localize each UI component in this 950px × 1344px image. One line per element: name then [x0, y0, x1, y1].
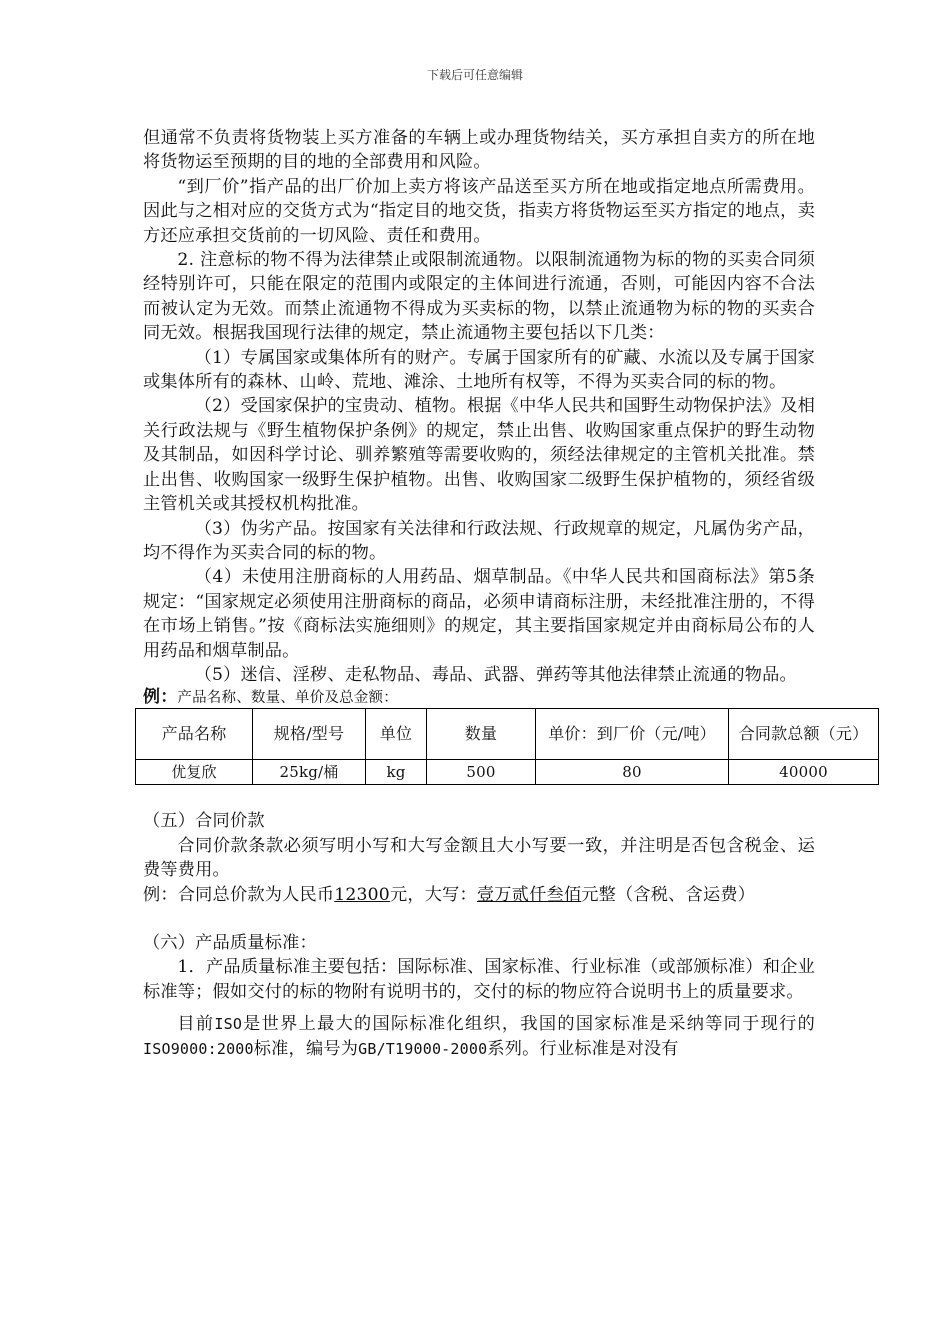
example-caption	[143, 687, 815, 708]
table-header-row	[136, 709, 879, 760]
product-table	[135, 708, 879, 785]
table-cell: 500	[427, 760, 536, 785]
text-run: ISO	[214, 1015, 243, 1034]
table-row	[136, 760, 879, 785]
paragraph: （1）专属国家或集体所有的财产。专属于国家所有的矿藏、水流以及专属于国家或集体所有的森林、山岭、荒地、滩涂、土地所有权等，不得为买卖合同的标的物。	[143, 347, 815, 393]
paragraph	[143, 1012, 815, 1061]
paragraph: （5）迷信、淫秽、走私物品、毒品、武器、弹药等其他法律禁止流通的物品。	[194, 664, 797, 685]
table-cell: 80	[536, 760, 729, 785]
table-cell: 40000	[729, 760, 879, 785]
amount-big: 壹万贰仟叁佰	[476, 884, 582, 905]
price-example-suffix: 元整（含税、含运费）	[581, 884, 756, 905]
paragraph: 1．产品质量标准主要包括：国际标准、国家标准、行业标准（或部颁标准）和企业标准等；假如交付的标的物附有说明书的，交付的标的物应符合说明书上的质量要求。	[143, 957, 815, 1002]
table-cell: 优复欣	[136, 760, 253, 785]
text-run: 是世界上最大的国际标准化组织，我国的国家标准是采纳等同于现行的	[242, 1014, 815, 1035]
text-run: 系列。行业标准是对没有	[487, 1038, 679, 1059]
text-run: 标准，编号为	[253, 1038, 359, 1059]
document-body	[143, 126, 869, 1061]
text-run: ISO9000:2000	[143, 1039, 254, 1058]
section-title: （六）产品质量标准：	[143, 932, 317, 953]
table-header-cell: 合同款总额（元）	[729, 709, 879, 760]
text-run: 目前	[177, 1014, 215, 1035]
price-example-prefix: 例：合同总价款为人民币	[143, 884, 335, 905]
table-header-cell: 单价：到厂价（元/吨）	[536, 709, 729, 760]
paragraph: 合同价款条款必须写明小写和大写金额且大小写要一致，并注明是否包含税金、运费等费用。	[143, 835, 815, 881]
table-header-cell: 数量	[427, 709, 536, 760]
example-caption-text: 产品名称、数量、单价及总金额：	[177, 690, 398, 707]
spacer	[143, 785, 815, 809]
table-header-cell: 单位	[366, 709, 427, 760]
text-run: GB/T19000-2000	[358, 1039, 488, 1058]
paragraph: 但通常不负责将货物装上买方准备的车辆上或办理货物结关，买方承担自卖方的所在地将货物运至预期的目的地的全部费用和风险。	[143, 128, 815, 173]
spacer	[143, 907, 815, 931]
paragraph: （4）未使用注册商标的人用药品、烟草制品。《中华人民共和国商标法》第5条规定：“国家规定必须使用注册商标的商品，必须申请商标注册，未经批准注册的，不得在市场上销售。”按《商标法实施细则》的规定，其主要指国家规定并由商标局公布的人用药品和烟草制品。	[143, 567, 815, 661]
price-example-mid: 元，大写：	[389, 884, 477, 905]
paragraph: “到厂价”指产品的出厂价加上卖方将该产品送至买方所在地或指定地点所需费用。因此与之相对应的交货方式为“指定目的地交货，指卖方将货物运至买方指定的地点，卖方还应承担交货前的一切风险、责任和费用。	[143, 176, 815, 246]
table-cell: 25kg/桶	[253, 760, 366, 785]
price-example	[143, 883, 815, 907]
paragraph: 2. 注意标的物不得为法律禁止或限制流通物。以限制流通物为标的物的买卖合同须经特别许可，只能在限定的范围内或限定的主体间进行流通，否则，可能因内容不合法而被认定为无效。而禁止流通物不得成为买卖标的物，以禁止流通物为标的物的买卖合同无效。根据我国现行法律的规定，禁止流通物主要包括以下几类：	[143, 250, 815, 344]
table-header-cell: 产品名称	[136, 709, 253, 760]
section-title: （五）合同价款	[143, 811, 265, 832]
table-cell: kg	[366, 760, 427, 785]
spacer	[143, 1004, 815, 1012]
page-header: 下载后可任意编辑	[426, 68, 523, 82]
table-header-cell: 规格/型号	[253, 709, 366, 760]
amount-small: 12300	[334, 884, 390, 905]
paragraph: （2）受国家保护的宝贵动、植物。根据《中华人民共和国野生动物保护法》及相关行政法规与《野生植物保护条例》的规定，禁止出售、收购国家重点保护的野生动物及其制品，如因科学讨论、驯养繁殖等需要收购的，须经法律规定的主管机关批准。禁止出售、收购国家一级野生保护植物。出售、收购国家二级野生保护植物的，须经省级主管机关或其授权机构批准。	[143, 396, 815, 515]
paragraph: （3）伪劣产品。按国家有关法律和行政法规、行政规章的规定，凡属伪劣产品，均不得作为买卖合同的标的物。	[143, 518, 815, 563]
example-label: 例：	[143, 687, 178, 708]
